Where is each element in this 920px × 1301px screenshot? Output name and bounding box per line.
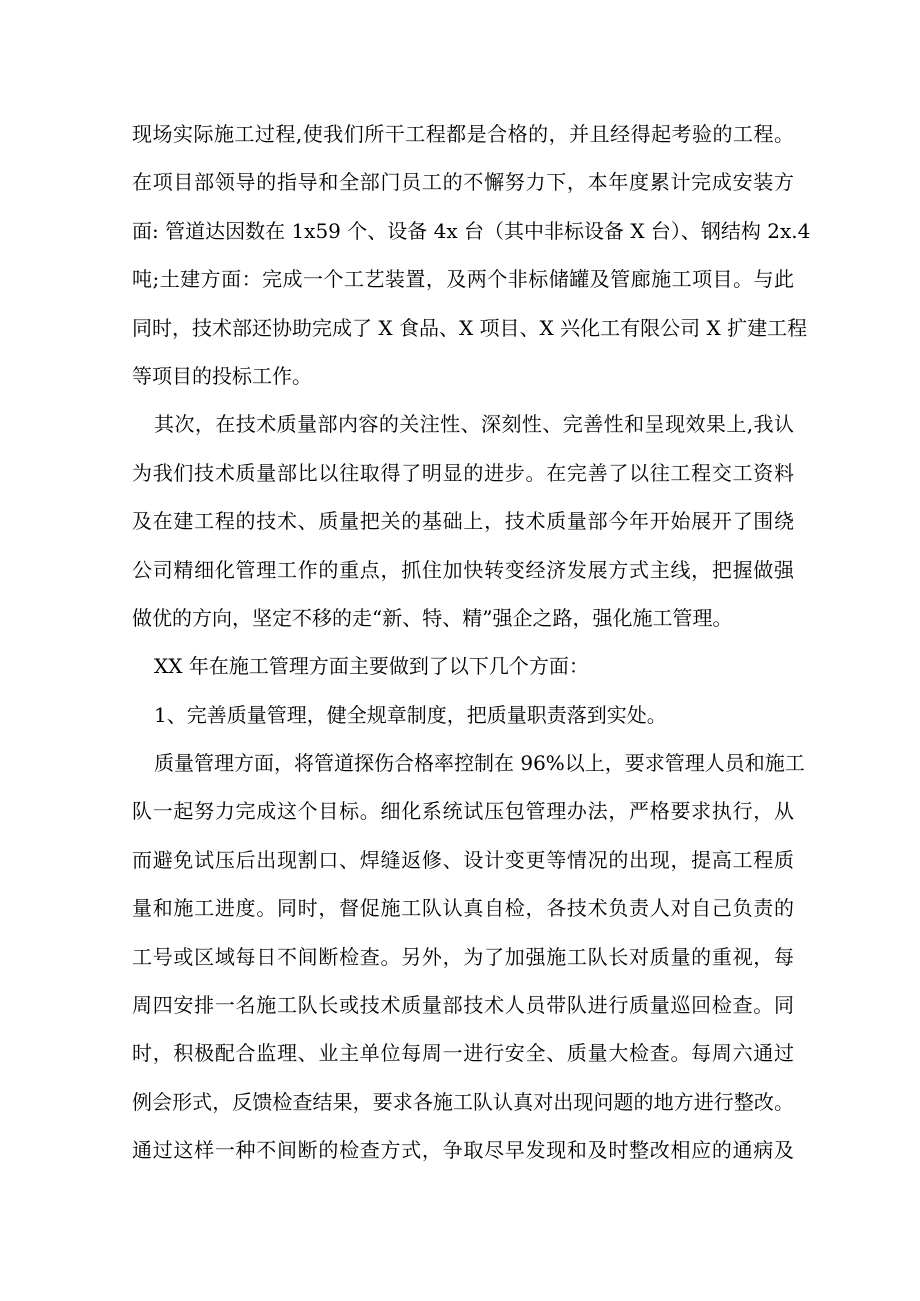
- text-line: 面: 管道达因数在 1x59 个、设备 4x 台（其中非标设备 X 台）、钢结构 2x.4: [132, 218, 811, 243]
- text-line: 例会形式，反馈检查结果，要求各施工队认真对出现问题的地方进行整改。: [132, 1089, 794, 1114]
- text-line: 公司精细化管理工作的重点，抓住加快转变经济发展方式主线，把握做强: [132, 557, 794, 582]
- paragraph-3: [132, 642, 794, 690]
- text-line: 周四安排一名施工队长或技术质量部技术人员带队进行质量巡回检查。同: [132, 993, 794, 1018]
- text-line: 在项目部领导的指导和全部门员工的不懈努力下，本年度累计完成安装方: [132, 170, 794, 195]
- text-line: XX 年在施工管理方面主要做到了以下几个方面：: [154, 654, 589, 679]
- text-line: 队一起努力完成这个目标。细化系统试压包管理办法，严格要求执行，从: [132, 799, 794, 824]
- text-line: 及在建工程的技术、质量把关的基础上，技术质量部今年开始展开了围绕: [132, 509, 794, 534]
- text-line: 现场实际施工过程,使我们所干工程都是合格的，并且经得起考验的工程。: [132, 122, 794, 146]
- text-line: 量和施工进度。同时，督促施工队认真自检，各技术负责人对自己负责的: [132, 896, 794, 921]
- document-body: [132, 110, 811, 1175]
- text-line: 时，积极配合监理、业主单位每周一进行安全、质量大检查。每周六通过: [132, 1041, 794, 1066]
- text-line: 1、完善质量管理，健全规章制度，把质量职责落到实处。: [154, 702, 667, 727]
- paragraph-2: [132, 400, 794, 642]
- text-line: 其次，在技术质量部内容的关注性、深刻性、完善性和呈现效果上,我认: [154, 412, 794, 437]
- text-line: 通过这样一种不间断的检查方式，争取尽早发现和及时整改相应的通病及: [132, 1138, 794, 1163]
- paragraph-5: [132, 739, 805, 1175]
- text-line: 工号或区域每日不间断检查。另外，为了加强施工队长对质量的重视，每: [132, 944, 794, 969]
- paragraph-1: [132, 110, 811, 400]
- text-line: 等项目的投标工作。: [132, 363, 312, 388]
- text-line: 质量管理方面，将管道探伤合格率控制在 96%以上，要求管理人员和施工: [154, 751, 805, 776]
- text-line: 做优的方向，坚定不移的走“新、特、精”强企之路，强化施工管理。: [132, 605, 733, 630]
- paragraph-4: [132, 691, 794, 739]
- text-line: 同时，技术部还协助完成了 X 食品、X 项目、X 兴化工有限公司 X 扩建工程: [132, 315, 808, 340]
- text-line: 吨;土建方面：完成一个工艺装置，及两个非标储罐及管廊施工项目。与此: [132, 267, 794, 292]
- text-line: 为我们技术质量部比以往取得了明显的进步。在完善了以往工程交工资料: [132, 460, 794, 485]
- text-line: 而避免试压后出现割口、焊缝返修、设计变更等情况的出现，提高工程质: [132, 847, 794, 872]
